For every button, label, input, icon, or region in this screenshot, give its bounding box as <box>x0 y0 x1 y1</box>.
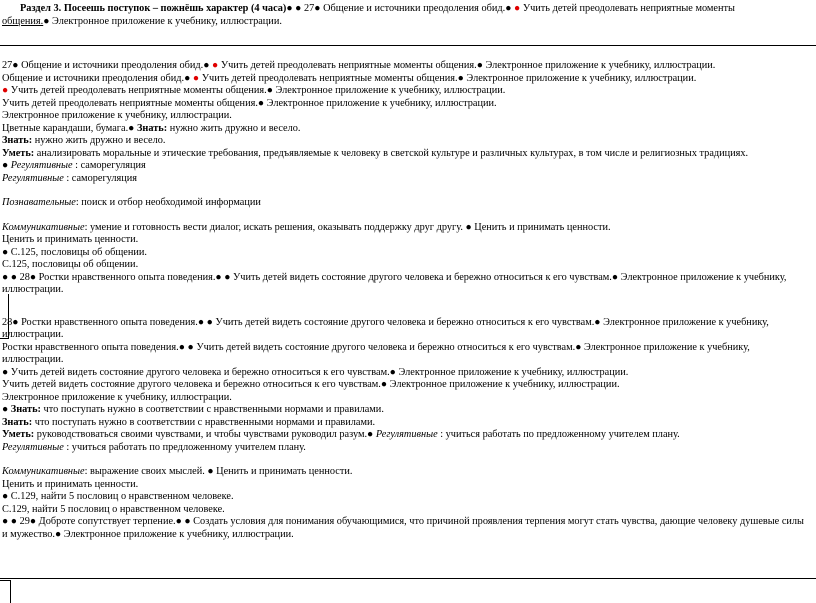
text-segment: что поступать нужно в соответствии с нравственными нормами и правилами. <box>32 416 376 428</box>
text-segment: Учить детей преодолевать неприятные моменты общения.● Электронное приложение к учебнику, иллюстрации. <box>8 85 506 96</box>
text-line <box>2 85 812 98</box>
bullet: ● <box>286 3 293 14</box>
text-line: ● ● 29● Доброте сопутствует терпение.● ● Создать условия для понимания обучающимися, что причиной проявления терпения могут стать чувства, дающие человеку душевые силы и мужество.● Электронное приложение к учебнику, иллюстрации. <box>2 516 804 540</box>
text-segment: Цветные карандаши, бумага.● <box>2 122 137 134</box>
label-regulative: Регулятивные <box>375 429 438 440</box>
text-segment: : учиться работать по предложенному учителем плану. <box>437 429 680 440</box>
text-line <box>2 429 812 442</box>
text-line: Учить детей видеть состояние другого человека и бережно относиться к его чувствам.● Электронное приложение к учебнику, иллюстрации. <box>2 379 620 390</box>
text-segment: Учить детей преодолевать неприятные моменты общения.● Электронное приложение к учебнику, иллюстрации. <box>199 72 697 84</box>
bullet: ● <box>43 15 50 27</box>
label-communicative: Коммуникативные <box>2 221 85 233</box>
label-regulative: Регулятивные <box>2 172 64 184</box>
text-segment: нужно жить дружно и весело. <box>167 122 301 134</box>
text-segment: : поиск и отбор необходимой информации <box>75 197 261 208</box>
text-line <box>2 222 812 235</box>
text-segment: нужно жить дружно и весело. <box>32 135 166 146</box>
label-communicative: Коммуникативные <box>2 466 85 477</box>
label-know: Знать: <box>10 404 41 415</box>
lesson-goal: Учить детей преодолевать неприятные моменты <box>522 3 735 14</box>
text-line <box>2 73 812 86</box>
text-line: ● Учить детей видеть состояние другого человека и бережно относиться к его чувствам.● Электронное приложение к учебнику, иллюстрации. <box>2 366 629 378</box>
table-border <box>0 578 816 579</box>
lesson-goal-cont: общения. <box>2 15 44 27</box>
text-line: 28● Ростки нравственного опыта поведения.● ● Учить детей видеть состояние другого человека и бережно относиться к его чувствам.● Электронное приложение к учебнику, иллюстрации. <box>2 316 769 340</box>
text-line: С.129, найти 5 пословиц о нравственном человеке. <box>2 503 225 515</box>
text-line <box>2 404 812 417</box>
text-segment: : умение и готовность вести диалог, искать решения, оказывать поддержку друг другу. ● Ценить и принимать ценности. <box>84 221 611 233</box>
bullet: ● <box>505 3 512 14</box>
text-line: Электронное приложение к учебнику, иллюстрации. <box>2 391 232 403</box>
bullet: ● <box>2 160 11 171</box>
text-line: Ценить и принимать ценности. <box>2 234 139 245</box>
text-line: С.125, пословицы об общении. <box>2 259 139 270</box>
lesson-number: 27 <box>303 3 315 14</box>
text-line: Электронное приложение к учебнику, иллюстрации. <box>2 110 232 121</box>
text-segment: : выражение своих мыслей. ● Ценить и принимать ценности. <box>84 466 353 477</box>
text-line <box>2 173 812 186</box>
text-segment: Общение и источники преодоления обид.● <box>2 72 193 84</box>
text-line <box>2 417 812 430</box>
text-line: ● С.125, пословицы об общении. <box>2 246 147 258</box>
bullet-red: ● <box>192 72 200 84</box>
label-skill: Уметь: <box>2 147 35 159</box>
header-line-2 <box>2 16 812 29</box>
bullet-red: ● <box>2 85 9 96</box>
text-segment: : саморегуляция <box>63 172 137 184</box>
text-line <box>2 135 812 148</box>
lesson-topic: Общение и источники преодоления обид. <box>323 3 506 14</box>
text-segment: 27● Общение и источники преодоления обид.● <box>2 60 213 71</box>
text-segment: : учиться работать по предложенному учителем плану. <box>63 441 306 453</box>
text-line: Учить детей преодолевать неприятные моменты общения.● Электронное приложение к учебнику, иллюстрации. <box>2 97 497 109</box>
text-line: Ценить и принимать ценности. <box>2 478 139 490</box>
bullet-red: ● <box>514 3 521 14</box>
text-segment: анализировать моральные и этические требования, предъявляемые к человеку в светской культуре и различных культурах, в том числе и религиозных традициях. <box>34 147 749 159</box>
bullet: ● <box>2 404 11 415</box>
table-cell-border <box>0 580 11 603</box>
label-know: Знать: <box>2 416 33 428</box>
text-line <box>2 442 812 455</box>
label-regulative: Регулятивные <box>2 441 64 453</box>
label-regulative: Регулятивные <box>10 160 73 171</box>
text-line <box>2 123 812 136</box>
bullet-red: ● <box>212 60 219 71</box>
text-segment: что поступать нужно в соответствии с нравственными нормами и правилами. <box>40 404 384 415</box>
bullet: ● <box>295 3 302 14</box>
lesson-resources: Электронное приложение к учебнику, иллюстрации. <box>52 15 282 27</box>
text-line <box>2 466 812 479</box>
text-line: ● ● 28● Ростки нравственного опыта поведения.● ● Учить детей видеть состояние другого человека и бережно относиться к его чувствам.● Электронное приложение к учебнику, иллюстрации. <box>2 271 787 295</box>
label-cognitive: Познавательные <box>2 197 76 208</box>
label-know: Знать: <box>2 135 33 146</box>
text-segment: Учить детей преодолевать неприятные моменты общения.● Электронное приложение к учебнику, иллюстрации. <box>218 60 716 71</box>
text-segment: руководствоваться своими чувствами, и чтобы чувствами руководил разум.● <box>34 429 376 440</box>
text-segment: : саморегуляция <box>72 160 146 171</box>
document <box>2 3 812 541</box>
label-skill: Уметь: <box>2 429 35 440</box>
section-header <box>2 3 812 16</box>
text-line: ● С.129, найти 5 пословиц о нравственном человеке. <box>2 491 234 502</box>
text-line <box>2 60 812 73</box>
text-line <box>2 148 812 161</box>
text-line <box>2 197 812 210</box>
text-line: Ростки нравственного опыта поведения.● ● Учить детей видеть состояние другого человека и бережно относиться к его чувствам.● Электронное приложение к учебнику, иллюстрации. <box>2 341 750 365</box>
label-know: Знать: <box>136 122 168 134</box>
bullet: ● <box>314 3 321 14</box>
text-line <box>2 160 812 173</box>
section-title: Раздел 3. Посеешь поступок – пожнёшь характер (4 часа) <box>20 3 287 14</box>
